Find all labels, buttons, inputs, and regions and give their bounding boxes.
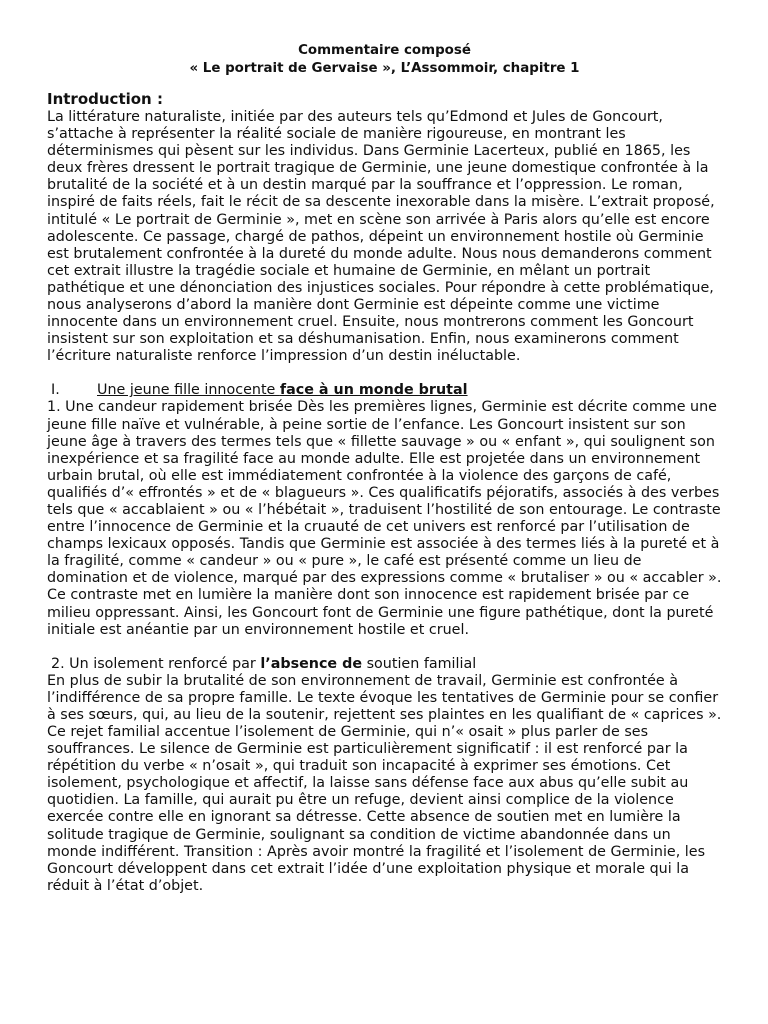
title-line-2: « Le portrait de Gervaise », L’Assommoir, chapitre 1 [189, 61, 580, 76]
title-line-1: Commentaire composé [298, 43, 471, 58]
paragraph-spacer [47, 365, 722, 381]
introduction-paragraph: La littérature naturaliste, initiée par des auteurs tels qu’Edmond et Jules de Goncourt, s’attache à représenter la réalité sociale de manière rigoureuse, en montrant les déterminismes qui pèsent sur les individus. Dans Germinie Lacerteux, publié en 1865, les deux frères dressent le portrait tragique de Germinie, une jeune domestique confrontée à la brutalité de la société et à un destin marqué par la souffrance et l’oppression. Le roman, inspiré de faits réels, fait le récit de sa descente inexorable dans la misère. L’extrait proposé, intitulé « Le portrait de Germinie », met en scène son arrivée à Paris alors qu’elle est encore adolescente. Ce passage, chargé de pathos, dépeint un environnement hostile où Germinie est brutalement confrontée à la dureté du monde adulte. Nous nous demanderons comment cet extrait illustre la tragédie sociale et humaine de Germinie, en mêlant un portrait pathétique et une dénonciation des injustices sociales. Pour répondre à cette problématique, nous analyserons d’abord la manière dont Germinie est dépeinte comme une victime innocente dans un environnement cruel. Ensuite, nous montrerons comment les Goncourt insistent sur son exploitation et sa déshumanisation. Enfin, nous examinerons comment l’écriture naturaliste renforce l’impression d’un destin inéluctable. [47, 109, 715, 365]
paragraph-spacer [47, 639, 722, 655]
section-1-heading-plain: Une jeune fille innocente [97, 382, 280, 399]
section-1-heading-bold: face à un monde brutal [279, 382, 468, 399]
section-1-number: I. [51, 382, 60, 399]
document-title [47, 42, 722, 78]
section-2-paragraph: En plus de subir la brutalité de son environnement de travail, Germinie est confrontée à l’indifférence de sa propre famille. Le texte évoque les tentatives de Germinie pour se confier à ses sœurs, qui, au lieu de la soutenir, rejettent ses plaintes en les qualifiant de « caprices ». Ce rejet familial accentue l’isolement de Germinie, qui n’« osait » plus parler de ses souffrances. Le silence de Germinie est particulièrement significatif : il est renforcé par la répétition du verbe « n’osait », qui traduit son incapacité à exprimer ses émotions. Cet isolement, psychologique et affectif, la laisse sans défense face aux abus qu’elle subit au quotidien. La famille, qui aurait pu être un refuge, devient ainsi complice de la violence exercée contre elle en ignorant sa détresse. Cette absence de soutien met en lumière la solitude tragique de Germinie, soulignant sa condition de victime abandonnée dans un monde indifférent. Transition : Après avoir montré la fragilité et l’isolement de Germinie, les Goncourt développent dans cet extrait l’idée d’une exploitation physique et morale qui la réduit à l’état d’objet. [47, 672, 722, 894]
section-1-heading [47, 381, 722, 399]
section-1-paragraph: 1. Une candeur rapidement brisée Dès les premières lignes, Germinie est décrite comme une jeune fille naïve et vulnérable, à peine sortie de l’enfance. Les Goncourt insistent sur son jeune âge à travers des termes tels que « fillette sauvage » ou « enfant », qui soulignent son inexpérience et sa fragilité face au monde adulte. Elle est projetée dans un environnement urbain brutal, où elle est immédiatement confrontée à la violence des garçons de café, qualifiés d’« effrontés » et de « blagueurs ». Ces qualificatifs péjoratifs, associés à des verbes tels que « accablaient » ou « l’hébétait », traduisent l’hostilité de son entourage. Le contraste entre l’innocence de Germinie et la cruauté de cet univers est renforcé par l’utilisation de champs lexicaux opposés. Tandis que Germinie est associée à des termes liés à la pureté et à la fragilité, comme « candeur » ou « pure », le café est présenté comme un lieu de domination et de violence, marqué par des expressions comme « brutaliser » ou « accabler ». Ce contraste met en lumière la manière dont son innocence est rapidement brisée par ce milieu oppressant. Ainsi, les Goncourt font de Germinie une figure pathétique, dont la pureté initiale est anéantie par un environnement hostile et cruel. [47, 399, 722, 638]
section-2-heading [47, 655, 722, 673]
section-2-heading-bold: l’absence de [260, 655, 363, 672]
introduction-heading: Introduction : [47, 90, 163, 108]
section-2-heading-start: 2. Un isolement renforcé par [51, 655, 261, 672]
section-2-heading-end: soutien familial [362, 655, 477, 672]
